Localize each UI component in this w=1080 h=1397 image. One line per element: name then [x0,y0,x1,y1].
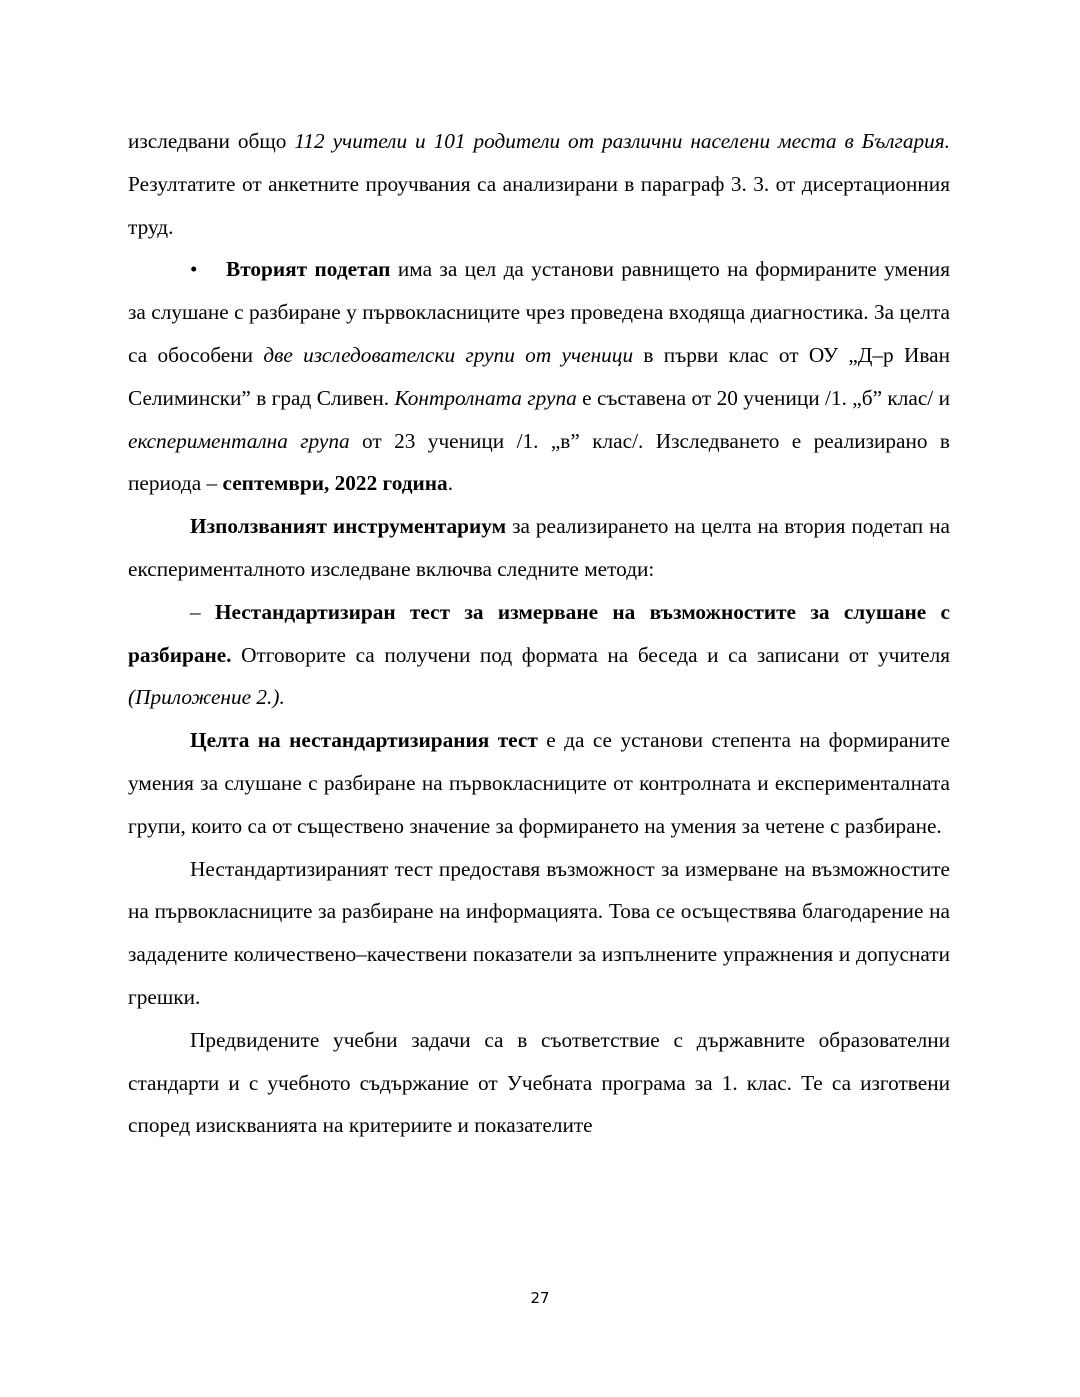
italic-text-run: Контролната група [394,385,577,410]
text-run: – [190,599,215,624]
paragraph-1 [128,120,950,248]
document-page [128,120,950,1147]
paragraph-5 [128,719,950,847]
text-run: е съставена от 20 ученици /1. „б” клас/ и [576,385,950,410]
text-run: изследвани общо [128,129,295,153]
bold-text-run: Използваният инструментариум [190,514,507,539]
text-run: от 23 ученици /1. „в” клас/. Изследването е реализирано в периода – [128,428,950,496]
bold-text-run: Вторият подетап [226,257,391,282]
text-run: има за цел да установи равнището на формираните умения за слушане с разбиране у първокласниците чрез проведена входяща диагностика. За целта са обособени [128,257,950,367]
bold-text-run: Целта на нестандартизирания тест [190,728,538,753]
page-number: 27 [530,1289,550,1307]
bold-text-run: Нестандартизиран тест за измерване на възможностите за слушане с разбиране. [128,599,950,667]
text-run: Отговорите са получени под формата на беседа и са записани от учителя [231,642,950,667]
bold-text-run: септември, 2022 година [222,471,448,496]
text-run: за реализирането на целта на втория подетап на експерименталното изследване включва следните методи: [128,514,950,581]
paragraph-2-bullet [128,248,950,505]
italic-text-run: (Приложение 2.). [128,685,285,710]
text-run: Нестандартизираният тест предоставя възможност за измерване на възможностите на първокласниците за разбиране на информацията. Това се осъществява благодарение на зададените количествено–качествени показатели за изпълнените упражнения и допуснати грешки. [128,856,950,1009]
text-run: . [447,471,454,496]
italic-text-run: две изследователски групи от ученици [263,342,634,367]
italic-text-run: експериментална група [128,428,350,453]
text-run: Предвидените учебни задачи са в съответствие с държавните образователни стандарти и с учебното съдържание от Учебната програма за 1. клас. Те са изготвени според изискванията на критериите и показателите [128,1027,950,1138]
text-run: Резултатите от анкетните проучвания са анализирани в параграф 3. 3. от дисертационния труд. [128,171,950,239]
bullet-icon: • [190,257,198,282]
italic-text-run: 112 учители и 101 родители от различни населени места в България. [294,129,951,153]
paragraph-6 [128,848,950,1019]
paragraph-3 [128,505,950,591]
text-run: е да се установи степента на формираните умения за слушане с разбиране на първокласниците от контролната и експерименталната групи, които са от съществено значение за формирането на умения за четене с разбиране. [128,728,950,838]
text-run: в първи клас от ОУ „Д–р Иван Селимински” в град Сливен. [128,342,951,410]
paragraph-4 [128,591,950,719]
paragraph-7 [128,1019,950,1147]
